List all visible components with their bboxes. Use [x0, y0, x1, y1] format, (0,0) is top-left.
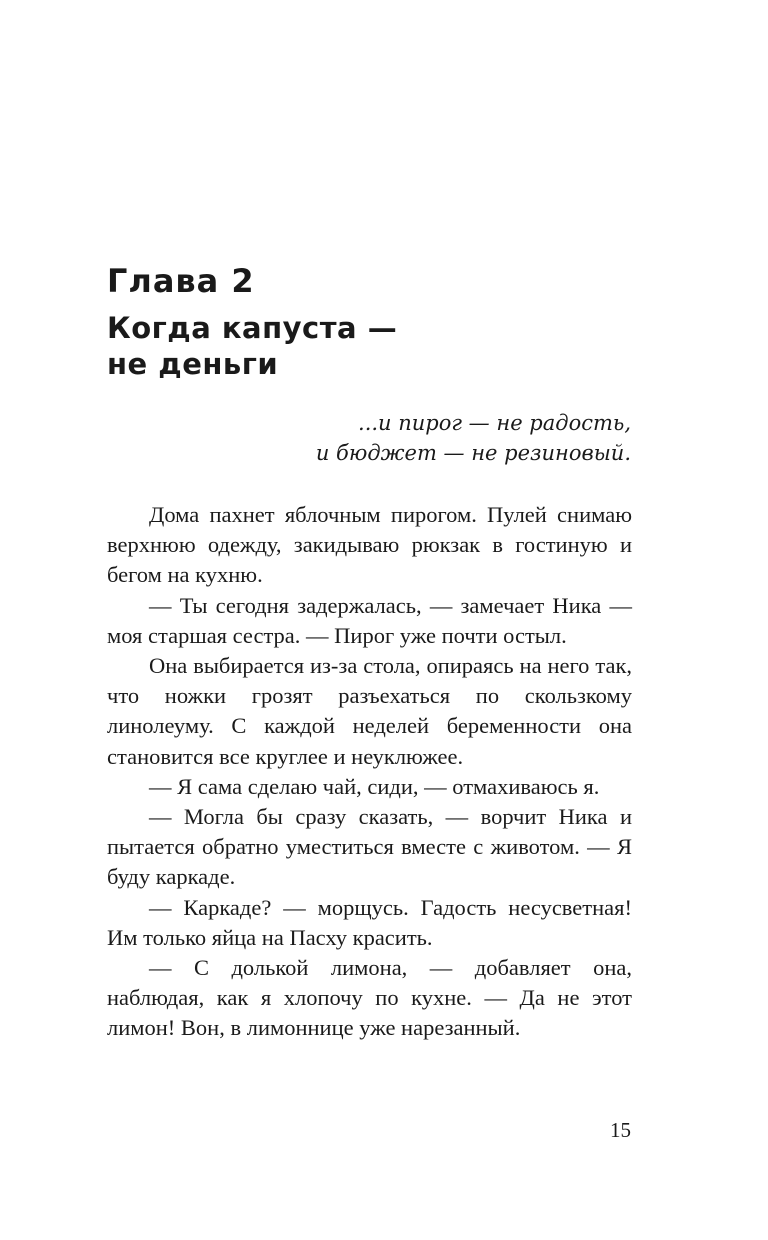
chapter-title-line-1: Когда капуста — [107, 311, 398, 345]
paragraph: — Каркаде? — морщусь. Гадость несусветная! Им только яйца на Пасху красить. [107, 894, 632, 950]
paragraph: — Я сама сделаю чай, сиди, — отмахиваюсь я. [149, 773, 600, 799]
chapter-title [107, 310, 397, 382]
epigraph [316, 408, 631, 468]
body-text [107, 500, 632, 1044]
paragraph: Дома пахнет яблочным пирогом. Пулей снимаю верхнюю одежду, закидываю рюкзак в гостиную и бегом на кухню. [107, 502, 632, 588]
paragraph: — Могла бы сразу сказать, — ворчит Ника и пытается обратно уместиться вместе с животом. — Я буду каркаде. [107, 804, 632, 890]
epigraph-line-2: и бюджет — не резиновый. [315, 441, 631, 465]
chapter-label: Глава 2 [107, 262, 255, 300]
chapter-title-line-2: не деньги [107, 347, 279, 381]
page-number: 15 [610, 1118, 631, 1142]
paragraph: — С долькой лимона, — добавляет она, наблюдая, как я хлопочу по кухне. — Да не этот лимон! Вон, в лимоннице уже нарезанный. [107, 955, 632, 1041]
epigraph-line-1: ...и пирог — не радость, [358, 411, 631, 435]
paragraph: Она выбирается из-за стола, опираясь на него так, что ножки грозят разъехаться по скользкому линолеуму. С каждой неделей беременности она становится все круглее и неуклюжее. [107, 653, 632, 769]
paragraph: — Ты сегодня задержалась, — замечает Ника — моя старшая сестра. — Пирог уже почти остыл. [107, 592, 632, 648]
